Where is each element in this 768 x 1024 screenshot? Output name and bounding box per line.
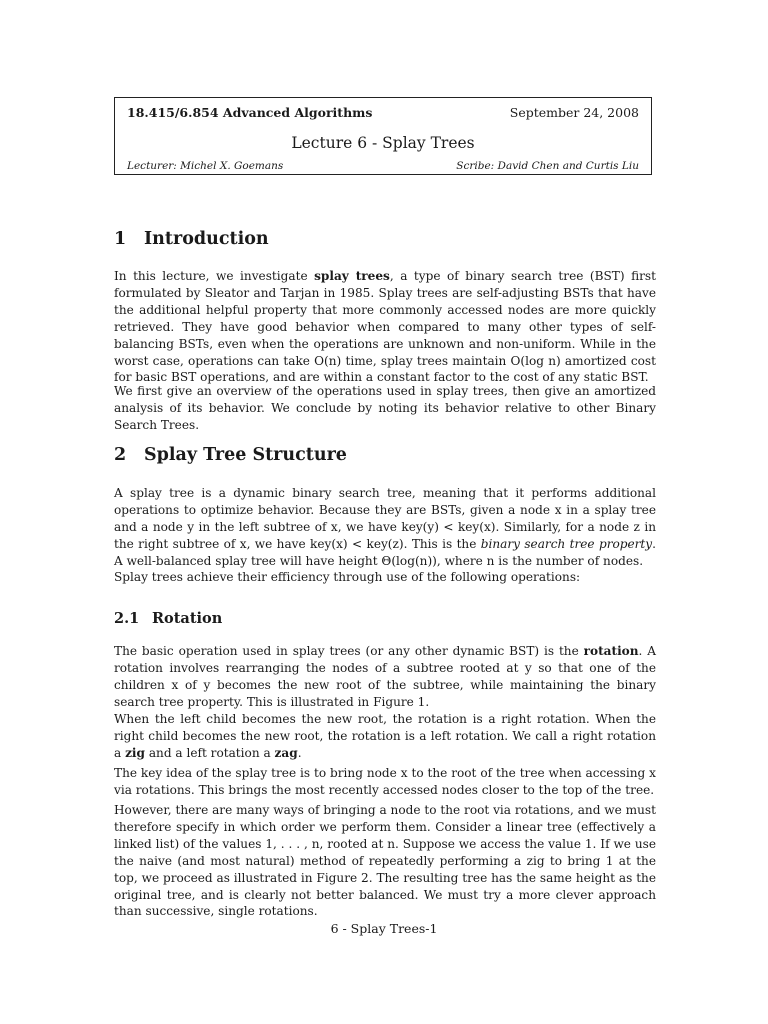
intro-paragraph-1 bbox=[114, 268, 656, 386]
lecture-title: Lecture 6 - Splay Trees bbox=[291, 134, 475, 152]
text-run: The basic operation used in splay trees (or any other dynamic BST) is the bbox=[114, 644, 584, 658]
text-run: A splay tree is a dynamic binary search tree, meaning that it performs additional operations to optimize behavior. Because they are BSTs, given a node x in a splay tree and a node y in the left subtree of x, we have key(y) < key(x). Similarly, for a node z in the right subtree of x, we have key(x) < key(z). This is the bbox=[114, 486, 656, 551]
text-run: When the left child becomes the new root, the rotation is a right rotation. When the right child becomes the new root, the rotation is a left rotation. We call a right rotation a bbox=[114, 712, 656, 760]
course-number: 18.415/6.854 Advanced Algorithms bbox=[127, 105, 373, 120]
bold-term-zag: zag bbox=[274, 745, 298, 760]
lecture-header-box bbox=[114, 97, 652, 175]
lecture-date: September 24, 2008 bbox=[509, 105, 639, 120]
rotation-paragraph-4: However, there are many ways of bringing a node to the root via rotations, and we must therefore specify in which order we perform them. Consider a linear tree (effectively a linked list) of the values 1, . . . , n, rooted at n. Suppose we access the value 1. If we use the naive (and most natural) method of repeatedly performing a zig to bring 1 at the top, we proceed as illustrated in Figure 2. The resulting tree has the same height as the original tree, and is clearly not better balanced. We must try a more clever approach than successive, single rotations. bbox=[114, 803, 656, 919]
rotation-paragraph-3: The key idea of the splay tree is to bring node x to the root of the tree when accessing x via rotations. This brings the most recently accessed nodes closer to the top of the tree. bbox=[114, 766, 656, 797]
bold-term-zig: zig bbox=[125, 745, 145, 760]
text-run: . A well-balanced splay tree will have height Θ(log(n)), where n is the number of nodes. bbox=[114, 536, 656, 568]
intro-paragraph-2: We first give an overview of the operations used in splay trees, then give an amortized analysis of its behavior. We conclude by noting its behavior relative to other Binary Search Trees. bbox=[114, 384, 656, 432]
subsection-title: Rotation bbox=[152, 610, 223, 627]
section-number: 1 bbox=[114, 229, 127, 249]
page-footer: 6 - Splay Trees-1 bbox=[330, 921, 438, 936]
section-title: Introduction bbox=[144, 229, 269, 249]
scribe-names: Scribe: David Chen and Curtis Liu bbox=[456, 160, 639, 172]
italic-term-bst-property: binary search tree property bbox=[480, 536, 653, 551]
section-title: Splay Tree Structure bbox=[144, 445, 347, 465]
text-run: . bbox=[297, 745, 302, 760]
structure-paragraph-1 bbox=[114, 485, 656, 570]
section-heading-splay-tree-structure bbox=[114, 445, 347, 465]
text-run: , a type of binary search tree (BST) first formulated by Sleator and Tarjan in 1985. Splay trees are self-adjusting BSTs that have the additional helpful property that more commonly accessed nodes are more quickly retrieved. They have good behavior when compared to many other types of self-balancing BSTs, even when the operations are unknown and non-uniform. While in the worst case, operations can take O(n) time, splay trees maintain O(log n) amortized cost for basic BST operations, and are within a constant factor to the cost of any static BST. bbox=[114, 269, 656, 385]
rotation-paragraph-2 bbox=[114, 711, 656, 762]
structure-paragraph-2: Splay trees achieve their efficiency through use of the following operations: bbox=[114, 570, 581, 584]
rotation-paragraph-1 bbox=[114, 643, 656, 711]
subsection-number: 2.1 bbox=[114, 610, 140, 627]
bold-term-splay-trees: splay trees bbox=[314, 269, 390, 283]
section-heading-introduction bbox=[114, 229, 269, 249]
text-run: In this lecture, we investigate bbox=[114, 269, 315, 283]
text-run: . A rotation involves rearranging the nodes of a subtree rooted at y so that one of the children x of y becomes the new root of the subtree, while maintaining the binary search tree property. This is illustrated in Figure 1. bbox=[114, 644, 656, 709]
lecturer-name: Lecturer: Michel X. Goemans bbox=[127, 160, 284, 172]
section-number: 2 bbox=[114, 445, 127, 465]
text-run: and a left rotation a bbox=[144, 745, 275, 760]
bold-term-rotation: rotation bbox=[583, 644, 639, 658]
subsection-heading-rotation bbox=[114, 610, 222, 627]
